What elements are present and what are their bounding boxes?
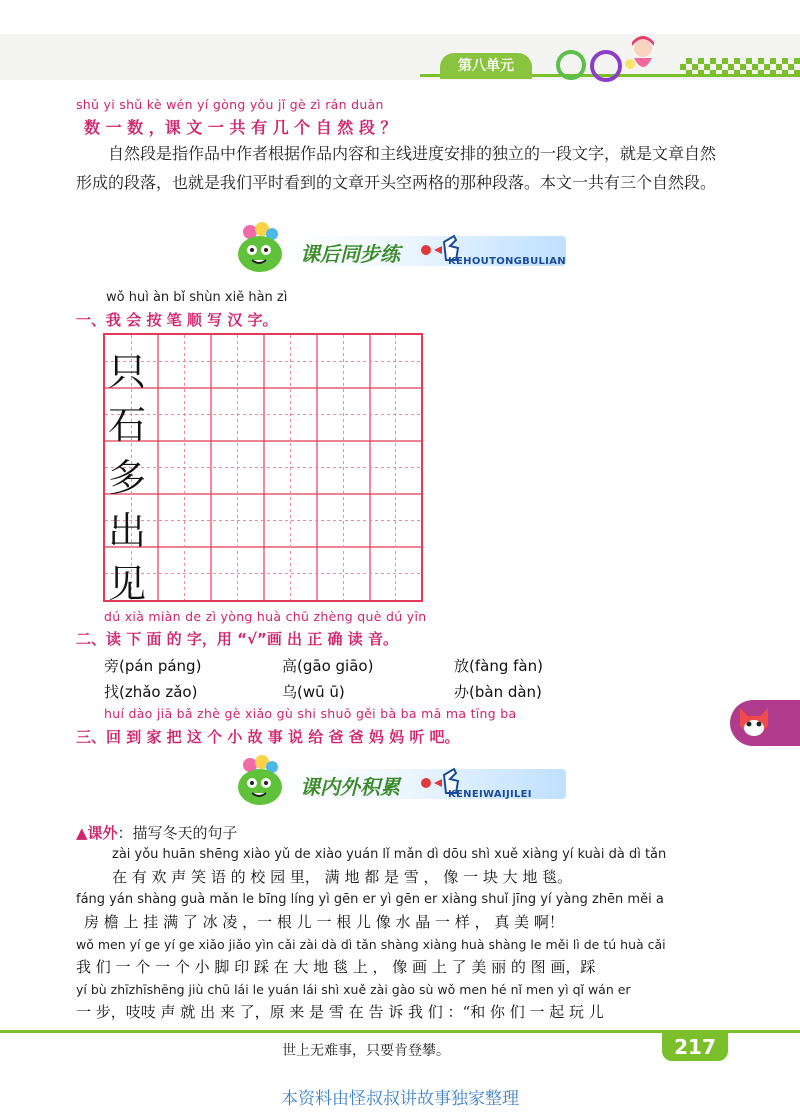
header-checker-pattern: [680, 58, 800, 76]
q2-pinyin: dú xià miàn de zì yòng huà chū zhèng què dú yīn: [104, 609, 427, 624]
reading-item: 办(bàn dàn): [454, 683, 542, 701]
banner-code: KENEIWAIJILEI: [448, 789, 532, 800]
extra-line-3-pinyin: wǒ men yí ge yí ge xiǎo jiǎo yìn cǎi zài dà dì tǎn shàng xiàng huà shàng le měi lì de tú huà cǎi: [76, 937, 666, 952]
green-monster-mascot-icon: [230, 755, 288, 811]
q1-text: 一、我 会 按 笔 顺 写 汉 字。: [76, 311, 278, 329]
extra-line-1-pinyin: zài yǒu huān shēng xiào yǔ de xiào yuán lǐ mǎn dì dōu shì xuě xiàng yí kuài dà dì tǎn: [112, 847, 667, 862]
extra-line-1-text: 在 有 欢 声 笑 语 的 校 园 里， 满 地 都 是 雪 ， 像 一 块 大 地 毯。: [112, 868, 573, 886]
banner-after-class: [230, 222, 570, 278]
intro-question: 数 一 数 ，课 文 一 共 有 几 个 自 然 段 ？: [84, 118, 397, 137]
intro-pinyin: shǔ yi shǔ kè wén yí gòng yǒu jǐ gè zì rán duàn: [76, 97, 384, 112]
grid-char-5: 见: [107, 562, 146, 606]
reading-item: 放(fàng fàn): [454, 657, 543, 675]
extra-line-4-text: 一 步，吱吱 声 就 出 来 了，原 来 是 雪 在 告 诉 我 们 ：“和 你 们 一 起 玩 儿: [76, 1003, 604, 1021]
reading-item: 找(zhǎo zǎo): [104, 683, 198, 701]
extra-heading: [76, 822, 238, 843]
extra-heading-marker: ▲课外: [76, 824, 118, 842]
banner-title: 课后同步练: [300, 242, 400, 266]
banner-title: 课内外积累: [300, 775, 400, 799]
intro-paragraph: 自然段是指作品中作者根据作品内容和主线进度安排的独立的一段文字，就是文章自然形成的段落，也就是我们平时看到的文章开头空两格的那种段落。本文一共有三个自然段。: [76, 144, 717, 192]
banner-code: KEHOUTONGBULIAN: [448, 256, 566, 267]
reading-item: 旁(pán páng): [104, 657, 202, 675]
green-ring-icon: [556, 50, 586, 80]
footer-credit: 本资料由怪叔叔讲故事独家整理: [281, 1089, 519, 1109]
extra-heading-text: ：描写冬天的句子: [117, 824, 238, 842]
grid-char-2: 石: [107, 403, 146, 447]
fairy-girl-icon: [620, 36, 666, 76]
writing-grid: [103, 333, 423, 602]
purple-ring-icon: [590, 50, 622, 82]
q3-text: 三、回 到 家 把 这 个 小 故 事 说 给 爸 爸 妈 妈 听 吧。: [76, 728, 460, 746]
page-number: 217: [662, 1033, 728, 1061]
footer-motto: 世上无难事，只要肯登攀。: [282, 1043, 450, 1059]
q2-text: 二、读 下 面 的 字，用 “√”画 出 正 确 读 音。: [76, 630, 398, 648]
fox-mascot-icon: [736, 704, 772, 746]
grid-char-1: 只: [107, 350, 146, 394]
green-monster-mascot-icon: [230, 222, 288, 278]
extra-line-2-text: 房 檐 上 挂 满 了 冰 凌 ，一 根 儿 一 根 儿 像 水 晶 一 样 ， 真 美 啊！: [84, 913, 564, 931]
grid-char-3: 多: [107, 456, 146, 500]
extra-line-4-pinyin: yí bù zhīzhīshēng jiù chū lái le yuán lái shì xuě zài gào sù wǒ men hé nǐ men yì qǐ wán er: [76, 982, 631, 997]
banner-accumulation: [230, 755, 570, 811]
extra-line-2-pinyin: fáng yán shàng guà mǎn le bīng líng yì gēn er yì gēn er xiàng shuǐ jīng yí yàng zhēn měi a: [76, 892, 664, 907]
q1-pinyin: wǒ huì àn bǐ shùn xiě hàn zì: [106, 290, 288, 305]
unit-label: 第八单元: [440, 53, 532, 79]
reading-item: 乌(wū ū): [282, 683, 345, 701]
extra-line-3-text: 我 们 一 个 一 个 小 脚 印 踩 在 大 地 毯 上 ， 像 画 上 了 美 丽 的 图 画，踩: [76, 958, 596, 976]
q3-pinyin: huí dào jiā bǎ zhè gè xiǎo gù shi shuō gěi bà ba mā ma tīng ba: [104, 706, 517, 721]
reading-item: 高(gāo giāo): [282, 657, 374, 675]
grid-char-4: 出: [107, 509, 146, 553]
